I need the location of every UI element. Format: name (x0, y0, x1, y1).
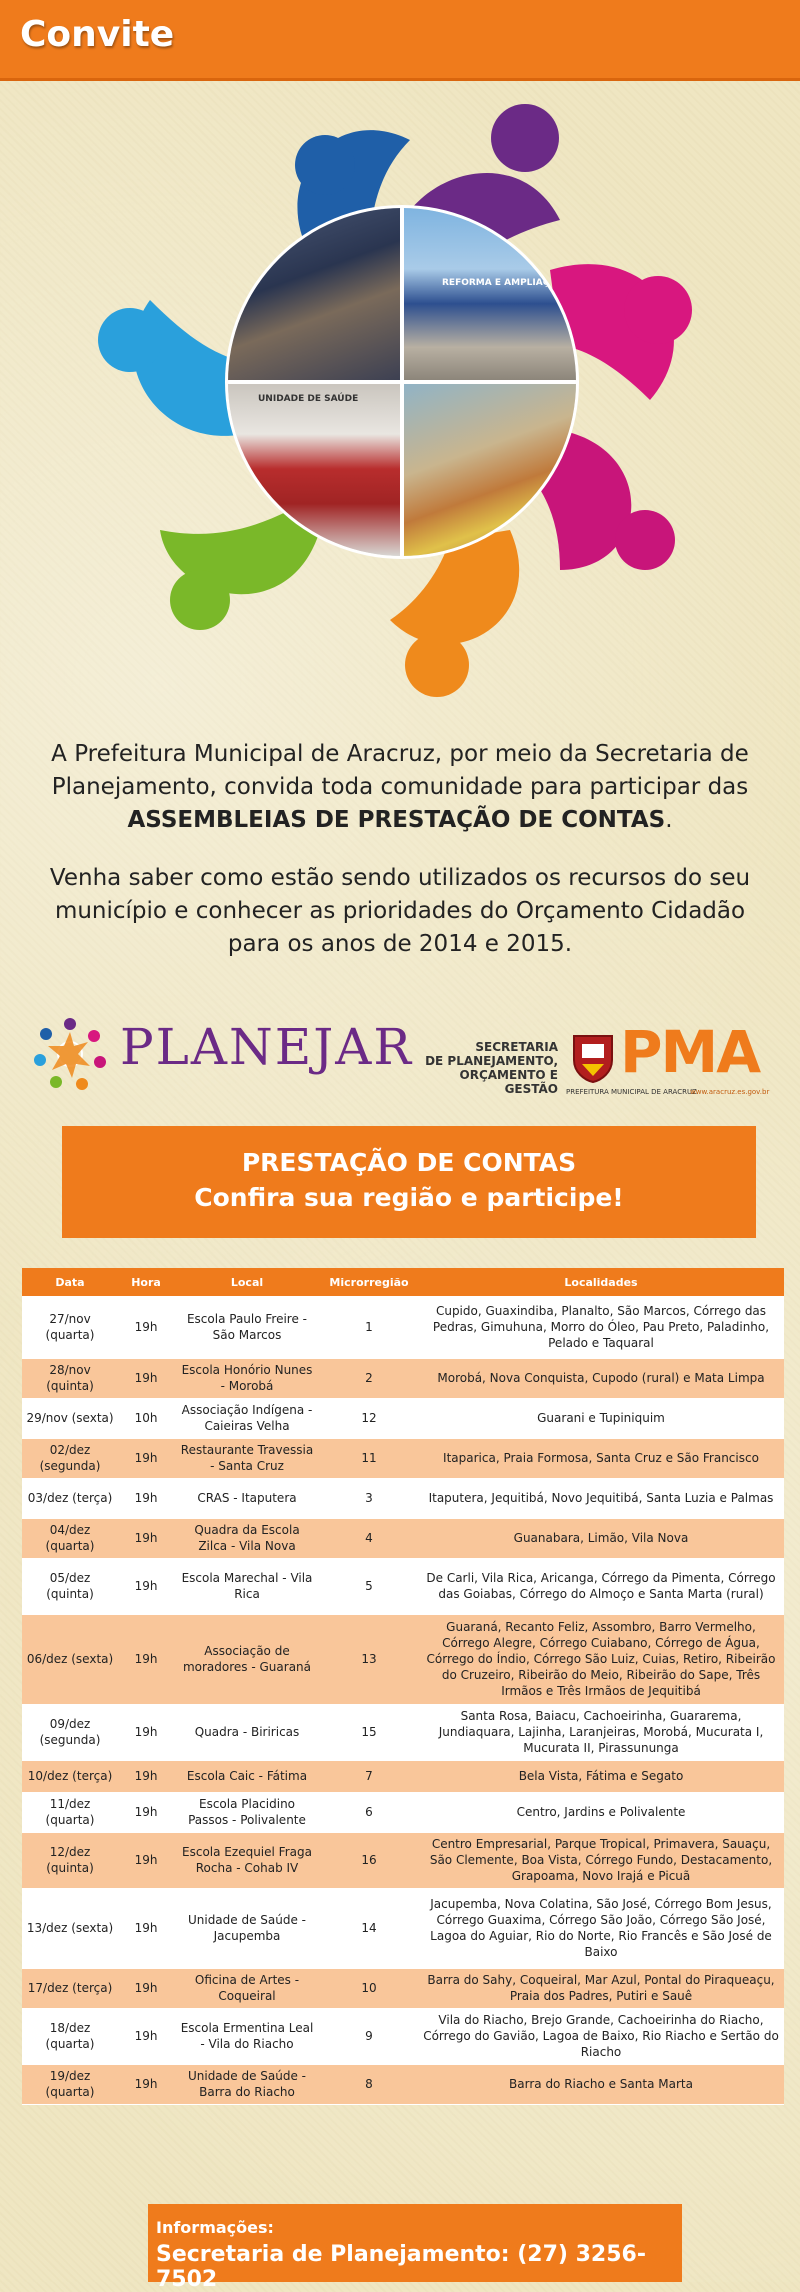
cell-localities: Santa Rosa, Baiacu, Cachoeirinha, Guararema, Jundiaquara, Lajinha, Laranjeiras, Morobá, Mucurata I, Mucurata II, Pirassununga (418, 1704, 784, 1760)
cell-date: 05/dez (quinta) (22, 1558, 118, 1614)
photo-collage (228, 208, 576, 556)
cell-microregion: 11 (320, 1438, 418, 1478)
photo-sign-text: UNIDADE DE SAÚDE (258, 394, 359, 404)
table-row (22, 1704, 784, 1760)
cell-localities: Centro Empresarial, Parque Tropical, Primavera, Sauaçu, São Clemente, Boa Vista, Córrego Fundo, Destacamento, Grapoama, Novo Irajá e Picuã (418, 1832, 784, 1888)
accountability-banner (62, 1126, 756, 1238)
cell-localities: Barra do Sahy, Coqueiral, Mar Azul, Pontal do Piraqueaçu, Praia dos Padres, Putiri e Sauê (418, 1968, 784, 2008)
intro-paragraph-2: Venha saber como estão sendo utilizados os recursos do seu município e conhecer as prioridades do Orçamento Cidadão para os anos de 2014 e 2015. (49, 865, 751, 957)
cell-location: Escola Ermentina Leal - Vila do Riacho (174, 2008, 320, 2064)
cell-location: Escola Ezequiel Fraga Rocha - Cohab IV (174, 1832, 320, 1888)
header-location: Local (174, 1268, 320, 1296)
table-row (22, 1888, 784, 1968)
cell-time: 19h (118, 2064, 174, 2104)
pma-website: www.aracruz.es.gov.br (690, 1088, 770, 1096)
photo-audience (228, 208, 402, 382)
secretaria-text (408, 1040, 558, 1096)
cell-time: 19h (118, 1296, 174, 1358)
cell-microregion: 7 (320, 1760, 418, 1792)
header-localities: Localidades (418, 1268, 784, 1296)
cell-date: 19/dez (quarta) (22, 2064, 118, 2104)
blue-head (98, 308, 162, 372)
cell-time: 19h (118, 1518, 174, 1558)
cell-date: 09/dez (segunda) (22, 1704, 118, 1760)
table-row (22, 1518, 784, 1558)
table-row (22, 1398, 784, 1438)
cell-microregion: 14 (320, 1888, 418, 1968)
secretaria-line: ORÇAMENTO E GESTÃO (459, 1068, 558, 1096)
photo-health-unit (228, 382, 402, 556)
table-header-row (22, 1268, 784, 1296)
cell-location: Quadra - Biriricas (174, 1704, 320, 1760)
photo-divider (228, 380, 576, 384)
table-row (22, 2064, 784, 2104)
pma-subtitle: PREFEITURA MUNICIPAL DE ARACRUZ (566, 1088, 697, 1096)
cell-microregion: 8 (320, 2064, 418, 2104)
cell-date: 12/dez (quinta) (22, 1832, 118, 1888)
cell-location: Restaurante Travessia - Santa Cruz (174, 1438, 320, 1478)
banner-subtitle: Confira sua região e participe! (194, 1183, 624, 1212)
cell-date: 02/dez (segunda) (22, 1438, 118, 1478)
schedule-table (22, 1268, 784, 2105)
cell-location: Quadra da Escola Zilca - Vila Nova (174, 1518, 320, 1558)
city-crest-icon (566, 1030, 620, 1084)
photo-road-works (402, 382, 576, 556)
cell-time: 19h (118, 1968, 174, 2008)
cell-location: Escola Honório Nunes - Morobá (174, 1358, 320, 1398)
photo-sign-text: REFORMA E AMPLIAÇÃO (442, 278, 564, 288)
banner-title: PRESTAÇÃO DE CONTAS (241, 1148, 577, 1177)
intro-paragraph-1 (40, 738, 760, 837)
orange-head (405, 633, 469, 697)
green-head (170, 570, 230, 630)
pink-head (624, 276, 692, 344)
cell-time: 19h (118, 1704, 174, 1760)
cell-location: Escola Paulo Freire - São Marcos (174, 1296, 320, 1358)
cell-microregion: 5 (320, 1558, 418, 1614)
purple-head (491, 104, 559, 172)
page-title: Convite (20, 14, 175, 55)
cell-date: 10/dez (terça) (22, 1760, 118, 1792)
cell-localities: Guanabara, Limão, Vila Nova (418, 1518, 784, 1558)
cell-microregion: 6 (320, 1792, 418, 1832)
logos-row (0, 1008, 800, 1098)
table-row (22, 1760, 784, 1792)
cell-date: 28/nov (quinta) (22, 1358, 118, 1398)
cell-localities: Itaparica, Praia Formosa, Santa Cruz e São Francisco (418, 1438, 784, 1478)
planejar-logo-text: PLANEJAR (120, 1018, 414, 1076)
cell-location: Unidade de Saúde - Barra do Riacho (174, 2064, 320, 2104)
cell-microregion: 1 (320, 1296, 418, 1358)
cell-localities: Morobá, Nova Conquista, Cupodo (rural) e Mata Limpa (418, 1358, 784, 1398)
pma-logo-text: PMA (620, 1018, 760, 1086)
cell-location: Oficina de Artes - Coqueiral (174, 1968, 320, 2008)
cell-time: 19h (118, 1358, 174, 1398)
table-row (22, 1832, 784, 1888)
cell-date: 03/dez (terça) (22, 1478, 118, 1518)
cell-time: 19h (118, 1792, 174, 1832)
cell-date: 17/dez (terça) (22, 1968, 118, 2008)
header-time: Hora (118, 1268, 174, 1296)
intro-highlight: ASSEMBLEIAS DE PRESTAÇÃO DE CONTAS (127, 807, 666, 833)
cell-time: 19h (118, 1478, 174, 1518)
cell-time: 19h (118, 1614, 174, 1704)
intro-text-part: A Prefeitura Municipal de Aracruz, por meio da Secretaria de Planejamento, convida toda comunidade para participar das (51, 741, 749, 800)
table-row (22, 2008, 784, 2064)
cell-localities: Bela Vista, Fátima e Segato (418, 1760, 784, 1792)
table-row (22, 1358, 784, 1398)
cell-microregion: 2 (320, 1358, 418, 1398)
table-row (22, 1478, 784, 1518)
table-body (22, 1296, 784, 2104)
cell-date: 29/nov (sexta) (22, 1398, 118, 1438)
table-row (22, 1792, 784, 1832)
intro-text-end: . (665, 807, 673, 833)
cell-location: CRAS - Itaputera (174, 1478, 320, 1518)
secretaria-line: DE PLANEJAMENTO, (425, 1054, 558, 1068)
cell-date: 18/dez (quarta) (22, 2008, 118, 2064)
cell-location: Escola Caic - Fátima (174, 1760, 320, 1792)
table-row (22, 1438, 784, 1478)
photo-building (402, 208, 576, 382)
cell-microregion: 13 (320, 1614, 418, 1704)
cell-date: 13/dez (sexta) (22, 1888, 118, 1968)
cell-location: Associação de moradores - Guaraná (174, 1614, 320, 1704)
cell-time: 19h (118, 1558, 174, 1614)
footer-contact: Secretaria de Planejamento: (27) 3256-7502 (156, 2242, 646, 2292)
cell-time: 19h (118, 1760, 174, 1792)
table-row (22, 1968, 784, 2008)
cell-location: Unidade de Saúde - Jacupemba (174, 1888, 320, 1968)
cell-localities: Guaraná, Recanto Feliz, Assombro, Barro Vermelho, Córrego Alegre, Córrego Cuiabano, Córrego de Água, Córrego do Índio, Córrego São Luiz, Cuias, Retiro, Ribeirão do Cruzeiro, Ribeirão do Meio, Ribeirão do Sape, Três Irmãos e Três Irmãos de Jequitibá (418, 1614, 784, 1704)
info-footer (148, 2204, 682, 2292)
cell-date: 11/dez (quarta) (22, 1792, 118, 1832)
cell-location: Associação Indígena - Caieiras Velha (174, 1398, 320, 1438)
cell-location: Escola Marechal - Vila Rica (174, 1558, 320, 1614)
header-microregion: Microrregião (320, 1268, 418, 1296)
cell-localities: Jacupemba, Nova Colatina, São José, Córrego Bom Jesus, Córrego Guaxima, Córrego São João, Córrego São José, Lagoa do Aguiar, Rio do Norte, Rio Francês e São José de Baixo (418, 1888, 784, 1968)
cell-time: 19h (118, 1438, 174, 1478)
footer-label: Informações: (156, 2218, 274, 2237)
cell-microregion: 9 (320, 2008, 418, 2064)
cell-localities: Centro, Jardins e Polivalente (418, 1792, 784, 1832)
cell-localities: Barra do Riacho e Santa Marta (418, 2064, 784, 2104)
table-row (22, 1558, 784, 1614)
planejar-logo-icon (32, 1016, 108, 1092)
cell-date: 04/dez (quarta) (22, 1518, 118, 1558)
cell-time: 19h (118, 2008, 174, 2064)
navy-head (295, 135, 355, 195)
header-date: Data (22, 1268, 118, 1296)
cell-time: 19h (118, 1888, 174, 1968)
intro-text (40, 738, 760, 986)
cell-localities: Guarani e Tupiniquim (418, 1398, 784, 1438)
secretaria-line: SECRETARIA (475, 1040, 558, 1054)
cell-microregion: 12 (320, 1398, 418, 1438)
table-row (22, 1296, 784, 1358)
cell-localities: Cupido, Guaxindiba, Planalto, São Marcos, Córrego das Pedras, Gimuhuna, Morro do Óleo, Pau Preto, Paladinho, Pelado e Taquaral (418, 1296, 784, 1358)
cell-date: 06/dez (sexta) (22, 1614, 118, 1704)
cell-date: 27/nov (quarta) (22, 1296, 118, 1358)
cell-location: Escola Placidino Passos - Polivalente (174, 1792, 320, 1832)
cell-localities: Vila do Riacho, Brejo Grande, Cachoeirinha do Riacho, Córrego do Gavião, Lagoa de Baixo, Rio Riacho e Sertão do Riacho (418, 2008, 784, 2064)
cell-localities: Itaputera, Jequitibá, Novo Jequitibá, Santa Luzia e Palmas (418, 1478, 784, 1518)
cell-microregion: 4 (320, 1518, 418, 1558)
cell-time: 10h (118, 1398, 174, 1438)
cell-microregion: 10 (320, 1968, 418, 2008)
header-bar (0, 0, 800, 81)
cell-microregion: 3 (320, 1478, 418, 1518)
cell-time: 19h (118, 1832, 174, 1888)
table-row (22, 1614, 784, 1704)
cell-microregion: 16 (320, 1832, 418, 1888)
cell-localities: De Carli, Vila Rica, Aricanga, Córrego da Pimenta, Córrego das Goiabas, Córrego do Almoço e Santa Marta (rural) (418, 1558, 784, 1614)
magenta-head (615, 510, 675, 570)
cell-microregion: 15 (320, 1704, 418, 1760)
